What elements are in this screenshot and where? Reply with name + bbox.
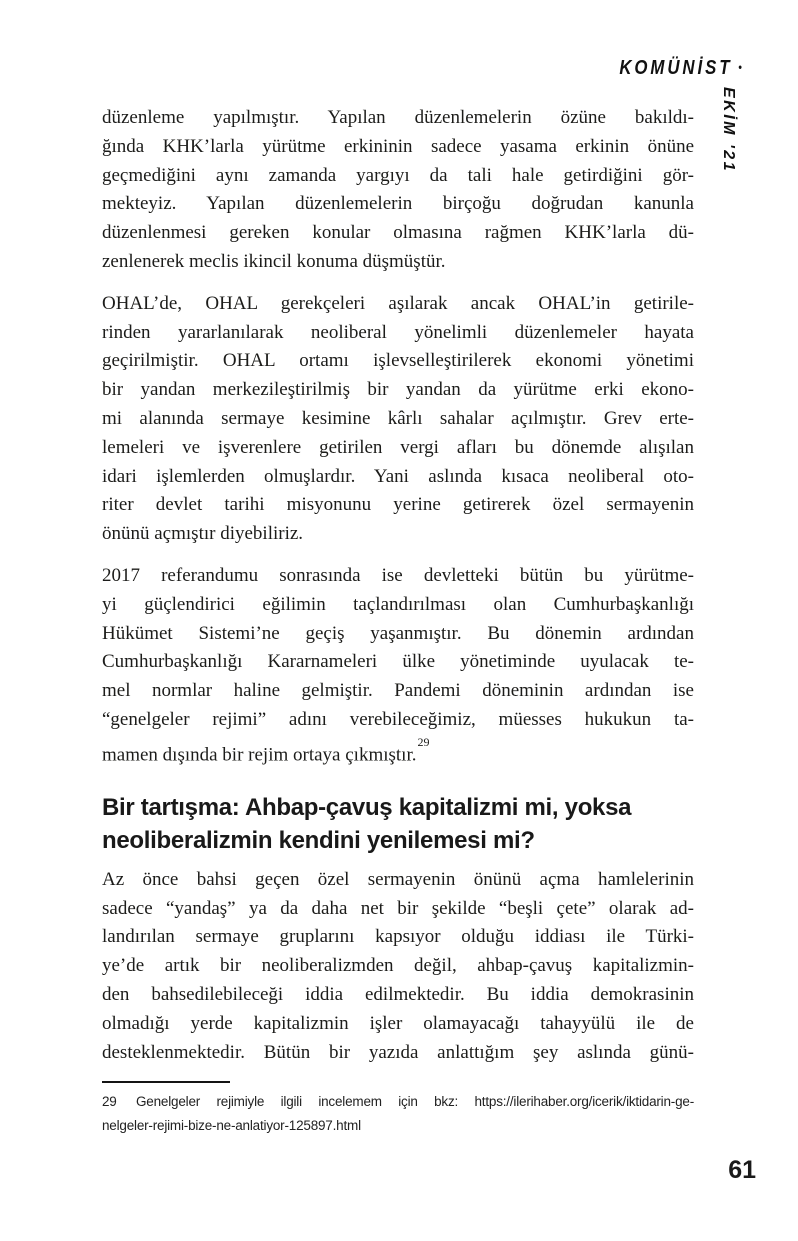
section-heading (102, 791, 694, 857)
text-line: zenlenerek meclis ikincil konuma düşmüştür. (102, 250, 446, 272)
text-line-fragment: mamen dışında bir rejim ortaya çıkmıştır. (102, 744, 417, 766)
text-line: sadece “yandaş” ya da daha net bir şekilde “beşli çete” olarak ad- (102, 897, 694, 919)
text-line: olmadığı yerde kapitalizmin işler olamayacağı tahayyülü ile de (102, 1012, 694, 1034)
text-line: idari işlemlerden olmuşlardır. Yani aslında kısaca neoliberal oto- (102, 465, 694, 487)
body-paragraph-4 (102, 866, 694, 1068)
footnote (102, 1090, 694, 1138)
text-line: önünü açmıştır diyebiliriz. (102, 523, 304, 545)
text-line: ğında KHK’larla yürütme erkininin sadece yasama erkinin önüne (102, 135, 694, 157)
text-line: mekteyiz. Yapılan düzenlemelerin birçoğu doğrudan kanunla (102, 193, 694, 215)
text-line: Cumhurbaşkanlığı Kararnameleri ülke yönetiminde uyulacak te- (102, 651, 694, 673)
masthead-title: KOMÜNİST (619, 57, 733, 79)
masthead-bullet-icon: • (738, 60, 742, 74)
text-line: rinden yararlanılarak neoliberal yönelimli düzenlemeler hayata (102, 321, 694, 343)
footnote-line (102, 1090, 694, 1114)
text-line: desteklenmektedir. Bütün bir yazıda anlattığım şey aslında günü- (102, 1041, 694, 1063)
text-line: Az önce bahsi geçen özel sermayenin önünü açma hamlelerinin (102, 868, 694, 890)
text-line: ye’de artık bir neoliberalizmden değil, ahbap-çavuş kapitalizmin- (102, 955, 694, 977)
text-line: bir yandan merkezileştirilmiş bir yandan da yürütme erki ekono- (102, 379, 694, 401)
text-line: mel normlar haline gelmiştir. Pandemi döneminin ardından ise (102, 680, 694, 702)
footnote-rule (102, 1081, 230, 1083)
text-line: 2017 referandumu sonrasında ise devletteki bütün bu yürütme- (102, 564, 694, 586)
text-line: Hükümet Sistemi’ne geçiş yaşanmıştır. Bu dönemin ardından (102, 622, 694, 644)
section-heading-line: neoliberalizmin kendini yenilemesi mi? (102, 826, 535, 854)
text-line: OHAL’de, OHAL gerekçeleri aşılarak ancak OHAL’in getirile- (102, 292, 694, 314)
issue-label: EKİM '21 (720, 87, 737, 174)
footnote-number: 29 (102, 1094, 117, 1110)
text-line: mi alanında sermaye kesimine kârlı sahalar açılmıştır. Grev erte- (102, 407, 694, 429)
body-paragraph-3 (102, 562, 694, 770)
text-line: geçmediğini aynı zamanda yargıyı da tali hale getirdiğini gör- (102, 164, 694, 186)
footnote-line: nelgeler-rejimi-bize-ne-anlatiyor-125897.html (102, 1118, 361, 1134)
page-number: 61 (728, 1156, 756, 1184)
text-line: riter devlet tarihi misyonunu yerine getirerek özel sermayenin (102, 494, 694, 516)
text-line: landırılan sermaye gruplarını kapsıyor olduğu iddiası ile Türki- (102, 926, 694, 948)
text-line: geçirilmiştir. OHAL ortamı işlevselleştirilerek ekonomi yönetimi (102, 350, 694, 372)
text-column (102, 104, 694, 1138)
body-paragraph-1 (102, 104, 694, 277)
text-line: “genelgeler rejimi” adını verebileceğimiz, müesses hukukun ta- (102, 708, 694, 730)
text-line: düzenleme yapılmıştır. Yapılan düzenlemelerin özüne bakıldı- (102, 107, 694, 128)
text-line: düzenlenmesi gereken konular olmasına rağmen KHK’larla dü- (102, 222, 694, 244)
text-line: den bahsedilebileceği iddia edilmektedir. Bu iddia demokrasinin (102, 984, 694, 1006)
text-line: lemeleri ve işverenlere getirilen vergi afları bu dönemde alışılan (102, 436, 694, 458)
section-heading-line: Bir tartışma: Ahbap-çavuş kapitalizmi mi, yoksa (102, 793, 632, 821)
footnote-text: Genelgeler rejimiyle ilgili incelemem için bkz: https://ilerihaber.org/icerik/iktidarin-ge- (136, 1094, 694, 1110)
magazine-masthead (619, 57, 742, 80)
body-paragraph-2 (102, 290, 694, 549)
text-line: yi güçlendirici eğilimin taçlandırılması olan Cumhurbaşkanlığı (102, 593, 694, 615)
text-line (102, 735, 694, 770)
footnote-reference: 29 (417, 734, 430, 749)
